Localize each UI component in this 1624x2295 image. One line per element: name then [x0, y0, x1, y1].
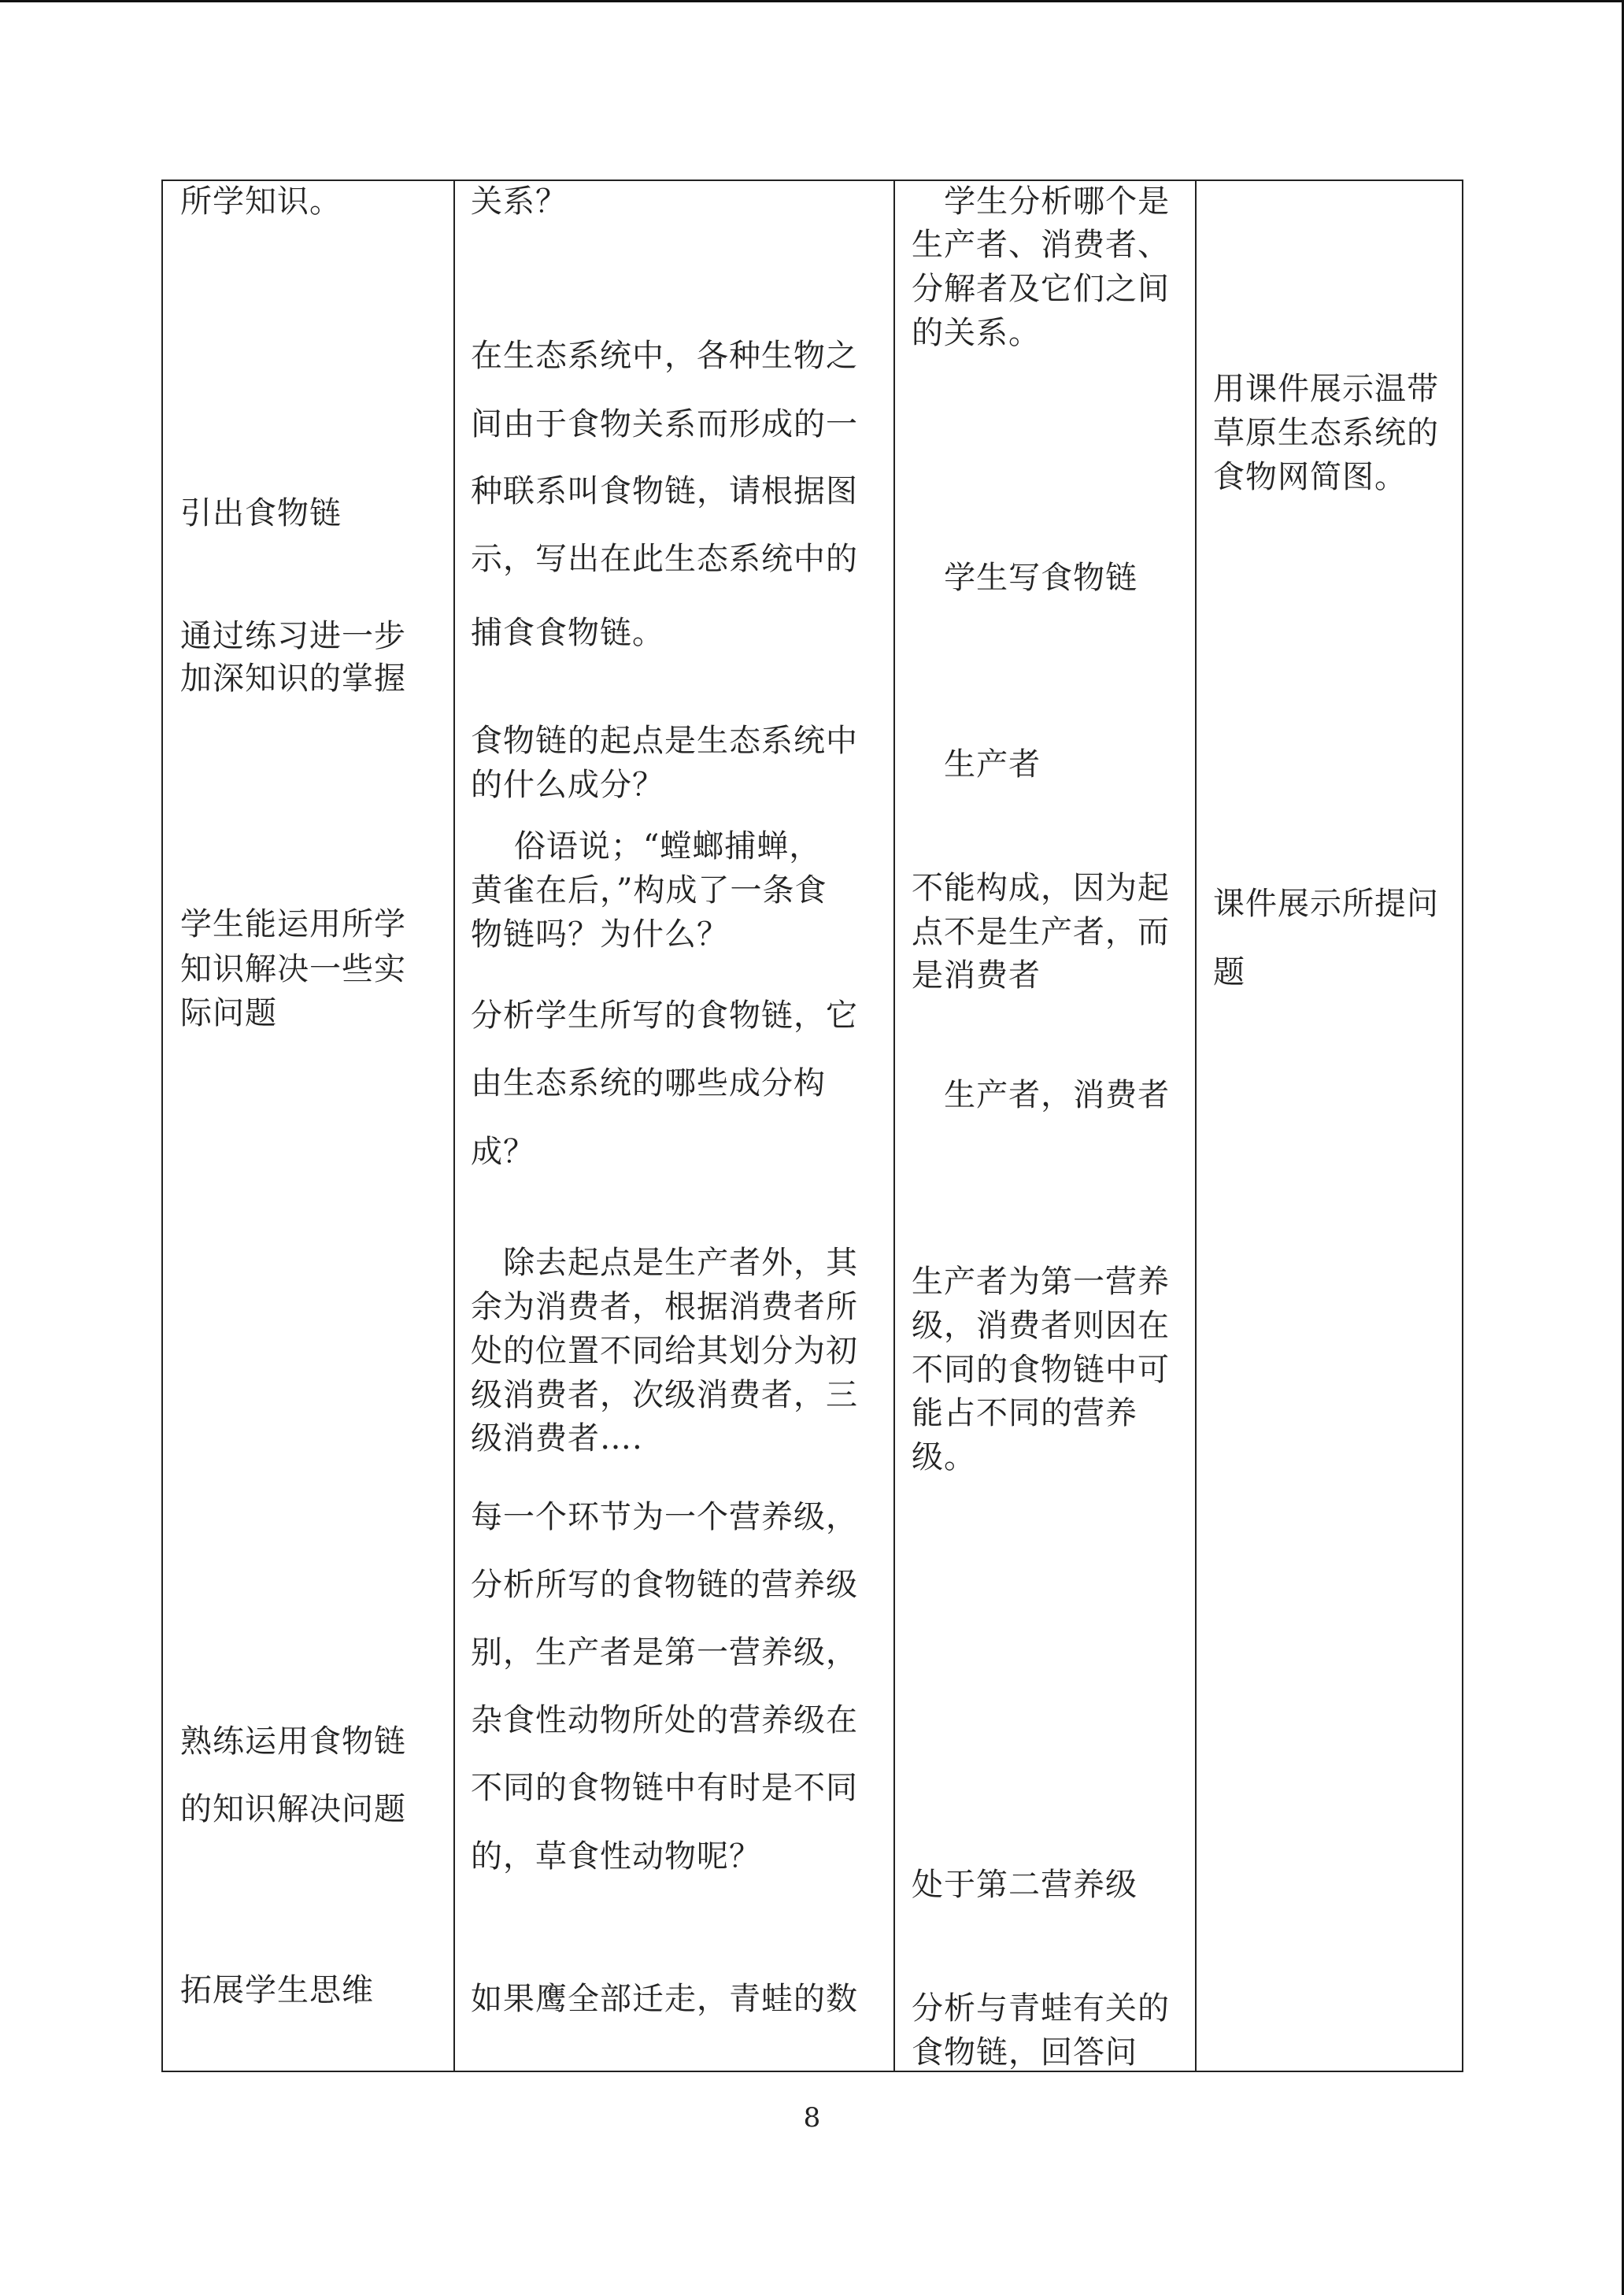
col4-cell-line: 食物网简图。	[1213, 459, 1407, 495]
col1-cell-line: 通过练习进一步	[180, 618, 406, 654]
col3-cell-line: 级，消费者则因在	[912, 1308, 1170, 1344]
col1-cell-line: 际问题	[180, 995, 277, 1031]
col2-cell-line: 种联系叫食物链，请根据图	[471, 473, 858, 509]
col2-cell-line: 级消费者….	[471, 1420, 643, 1457]
col1-cell-line: 引出食物链	[180, 495, 342, 531]
col2-cell-line: 示，写出在此生态系统中的	[471, 541, 858, 577]
col3-cell-line: 是消费者	[912, 957, 1041, 994]
col2-cell-line: 每一个环节为一个营养级，	[471, 1499, 858, 1535]
col1-cell-line: 拓展学生思维	[180, 1972, 374, 2008]
col1-cell-line: 熟练运用食物链	[180, 1723, 406, 1760]
col2-cell-line: 关系？	[471, 183, 568, 220]
col2-cell-line: 余为消费者，根据消费者所	[471, 1289, 858, 1325]
col2-cell-line: 除去起点是生产者外，其	[471, 1245, 859, 1281]
col2-cell-line: 俗语说；“螳螂捕蝉，	[471, 828, 822, 864]
col2-cell-line: 间由于食物关系而形成的一	[471, 406, 858, 442]
col1-cell-line: 学生能运用所学	[180, 906, 406, 942]
col3-cell-line: 分析与青蛙有关的	[912, 1990, 1170, 2027]
col3-cell-line: 分解者及它们之间	[912, 271, 1170, 307]
col1-cell-line: 知识解决一些实	[180, 951, 406, 987]
col3-cell-line: 学生分析哪个是	[912, 183, 1171, 220]
column-divider-3	[1195, 181, 1197, 2071]
col3-cell-line: 生产者，消费者	[912, 1077, 1171, 1113]
col3-cell-line: 级。	[912, 1439, 976, 1475]
col4-cell-line: 草原生态系统的	[1213, 415, 1439, 451]
col3-cell-line: 的关系。	[912, 315, 1041, 351]
col3-cell-line: 不同的食物链中可	[912, 1352, 1170, 1388]
col2-cell-line: 别，生产者是第一营养级，	[471, 1634, 858, 1671]
col2-cell-line: 在生态系统中，各种生物之	[471, 338, 858, 374]
col3-cell-line: 生产者	[912, 746, 1041, 783]
col3-cell-line: 学生写食物链	[912, 560, 1138, 596]
col3-cell-line: 食物链，回答问	[912, 2034, 1138, 2071]
col3-cell-line: 能占不同的营养	[912, 1395, 1138, 1431]
col2-cell-line: 不同的食物链中有时是不同	[471, 1770, 858, 1806]
col4-cell-line: 题	[1213, 954, 1245, 990]
col1-cell-line: 加深知识的掌握	[180, 661, 406, 697]
col1-cell-line: 的知识解决问题	[180, 1791, 406, 1827]
col2-cell-line: 食物链的起点是生态系统中	[471, 723, 858, 759]
col3-cell-line: 不能构成，因为起	[912, 870, 1170, 906]
col4-cell-line: 课件展示所提问	[1213, 886, 1439, 922]
col3-cell-line: 点不是生产者，而	[912, 914, 1170, 950]
col2-cell-line: 分析所写的食物链的营养级	[471, 1567, 858, 1603]
col2-cell-line: 的什么成分？	[471, 767, 664, 803]
col2-cell-line: 捕食食物链。	[471, 615, 664, 651]
col2-cell-line: 处的位置不同给其划分为初	[471, 1333, 858, 1369]
col2-cell-line: 黄雀在后，”构成了一条食	[471, 872, 827, 909]
page-frame-top	[0, 0, 1624, 2]
col2-cell-line: 由生态系统的哪些成分构	[471, 1065, 826, 1101]
column-divider-1	[453, 181, 455, 2071]
col2-cell-line: 成？	[471, 1134, 535, 1170]
col2-cell-line: 级消费者，次级消费者，三	[471, 1377, 858, 1413]
col2-cell-line: 如果鹰全部迁走，青蛙的数	[471, 1981, 858, 2017]
col2-cell-line: 的，草食性动物呢？	[471, 1838, 761, 1875]
col3-cell-line: 生产者为第一营养	[912, 1264, 1170, 1300]
col2-cell-line: 杂食性动物所处的营养级在	[471, 1702, 858, 1738]
col2-cell-line: 物链吗？为什么？	[471, 916, 729, 953]
col3-cell-line: 处于第二营养级	[912, 1867, 1138, 1903]
col3-cell-line: 生产者、消费者、	[912, 227, 1170, 263]
col1-cell-line: 所学知识。	[180, 183, 342, 220]
page-number: 8	[803, 2102, 821, 2134]
col2-cell-line: 分析学生所写的食物链，它	[471, 998, 858, 1034]
column-divider-2	[893, 181, 895, 2071]
col4-cell-line: 用课件展示温带	[1213, 371, 1439, 407]
